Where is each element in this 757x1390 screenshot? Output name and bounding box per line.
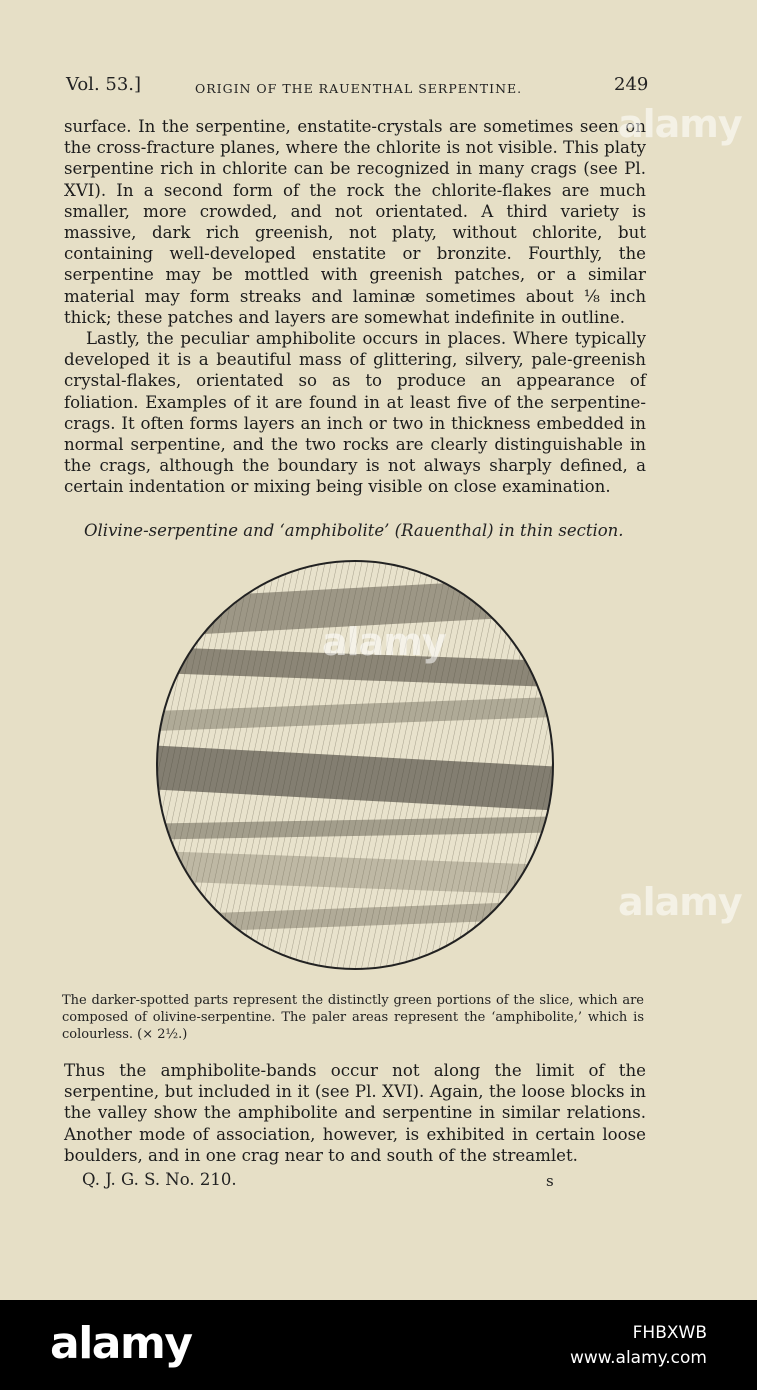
watermark-logo: alamy	[618, 102, 742, 146]
watermark-logo: alamy	[618, 880, 742, 924]
watermark-logo: alamy	[322, 620, 446, 664]
figure-title: Olivine-serpentine and ‘amphibolite’ (Rauenthal) in thin section.	[84, 521, 624, 540]
figure-caption: The darker-spotted parts represent the distinctly green portions of the slice, which are composed of olivine-serpentine. The paler areas represent the ‘amphibolite,’ which is colourless. (× 2½.)	[62, 993, 644, 1042]
journal-signature: Q. J. G. S. No. 210.	[82, 1170, 237, 1189]
printer-signature: s	[546, 1172, 554, 1190]
header-volume: Vol. 53.]	[66, 74, 142, 95]
header-title: ORIGIN OF THE RAUENTHAL SERPENTINE.	[195, 81, 523, 96]
paragraph-3: Thus the amphibolite-bands occur not along the limit of the serpentine, but included in it (see Pl. XVI). Again, the loose blocks in the valley show the amphibolite and serpentine in similar relations. Another mode of association, however, is exhibited in certain loose boulders, and in one crag near to and south of the streamlet.	[64, 1061, 646, 1165]
paragraph-1: surface. In the serpentine, enstatite-crystals are sometimes seen on the cross-fracture planes, where the chlorite is not visible. This platy serpentine rich in chlorite can be recognized in many crags (see Pl. XVI). In a second form of the rock the chlorite-flakes are much smaller, more crowded, and not orientated. A third variety is massive, dark rich greenish, not platy, without chlorite, but containing well-developed enstatite or bronzite. Fourthly, the serpentine may be mottled with greenish patches, or a similar material may form streaks and laminæ sometimes about ⅛ inch thick; these patches and layers are somewhat indefinite in outline.	[64, 117, 646, 327]
site-url: www.alamy.com	[569, 1348, 707, 1368]
paragraph-2: Lastly, the peculiar amphibolite occurs in places. Where typically developed it is a beautiful mass of glittering, silvery, pale-greenish crystal-flakes, orientated so as to produce an appearance of foliation. Examples of it are found in at least five of the serpentine-crags. It often forms layers an inch or two in thickness embedded in normal serpentine, and the two rocks are clearly distinguishable in the crags, although the boundary is not always sharply defined, a certain indentation or mixing being visible on close examination.	[64, 329, 646, 497]
page-number: 249	[614, 74, 649, 95]
alamy-logo: alamy	[50, 1318, 192, 1369]
image-id: FHBXWB	[632, 1323, 707, 1343]
